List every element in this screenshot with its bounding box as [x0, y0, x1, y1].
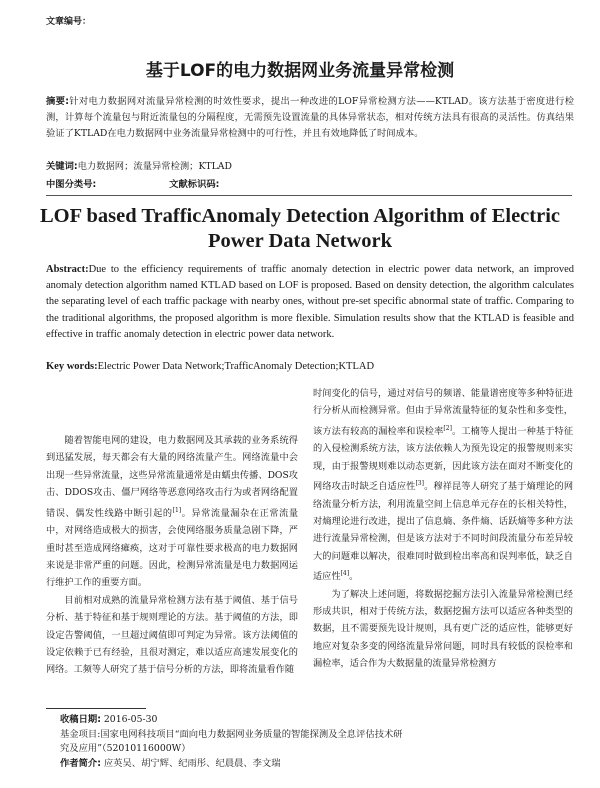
body-paragraph — [46, 432, 298, 592]
citation-ref: [1] — [172, 506, 182, 514]
chinese-title: 基于LOF的电力数据网业务流量异常检测 — [145, 61, 455, 81]
fund-text: 国家电网科技项目“面向电力数据网业务质量的智能探测及全息评估技术研 — [100, 728, 403, 740]
received-date-label: 收稿日期: — [60, 714, 101, 725]
english-title: LOF based TrafficAnomaly Detection Algorithm of Electric Power Data Network — [40, 205, 560, 252]
received-date: 2016-05-30 — [103, 714, 158, 725]
fund-label: 基金项目: — [60, 728, 101, 740]
chinese-abstract-text: 针对电力数据网对流量异常检测的时效性要求，提出一种改进的LOF异常检测方法——KTLAD。该方法基于密度进行检测，计算每个流量包与附近流量包的分隔程度，无需预先设置流量的具体异常状态，相对传统方法具有很高的灵活性。仿真结果验证了KTLAD在电力数据网中业务流量异常检测中的可行性，并且有效地降低了时间成本。 — [46, 96, 574, 139]
body-text: 。异常流量漏杂在正常流量中，对网络造成极大的损害，会使网络服务质量急剧下降，严重时甚至造成网络瘫痪，这对于可靠性要求极高的电力数据网来说是非常严重的问题。因此，检测异常流量是电力数据网运行维护工作的重要方面。 — [46, 507, 299, 589]
chinese-abstract-label: 摘要: — [46, 96, 69, 107]
chinese-abstract — [46, 94, 574, 142]
body-column-right — [313, 385, 573, 673]
document-code-label: 文献标识码: — [169, 179, 220, 190]
classification-row — [46, 176, 289, 190]
fund-line — [60, 728, 560, 743]
english-abstract-text: Due to the efficiency requirements of traffic anomaly detection in electric power data network, an improved anomaly detection algorithm named KTLAD based on LOF is proposed. Based on density detection, the algorithm calculates the separating level of each traffic package with nearby ones, without pre-set specific abnormal state of traffic. Comparing to the traditional algorithms, the proposed algorithm is more flexible. Simulation results show that the KTLAD is feasible and effective in traffic anomaly detection in electric power data network. — [46, 264, 574, 340]
english-keywords — [46, 361, 574, 372]
english-abstract-label: Abstract: — [46, 264, 89, 275]
header-divider — [46, 195, 572, 196]
english-keywords-text: Electric Power Data Network;TrafficAnomaly Detection;KTLAD — [97, 361, 375, 372]
body-text: 。穆祥昆等人研究了基于熵理论的网络流量分析方法，利用流量空间上信息单元存在的长相关特性，对熵理论进行改进，提出了信息熵、条件熵、话跃熵等多种方法进行流量异常检测，但是该方法对于不同时间段流量分布差异较大的问题难以解决，很难同时做到检出率高和误判率低，缺乏自适应性 — [313, 481, 574, 583]
body-text: 随着智能电网的建设，电力数据网及其承载的业务系统得到迅猛发展，每天都会有大量的网络流量产生。网络流量中会出现一些异常流量，这些异常流量通常是由蠕虫传播、DOS攻击、DDOS攻击、僵尸网络等恶意网络攻击行为或者网络配置错误、偶发性线路中断引起的 — [46, 435, 298, 519]
authors-label: 作者简介: — [60, 757, 101, 769]
fund-line-continued: 究及应用”（52010116000W） — [60, 743, 191, 754]
chinese-keywords-label: 关键词: — [46, 161, 78, 172]
english-keywords-label: Key words: — [46, 361, 98, 372]
body-text: 时间变化的信号，通过对信号的频谱、能量谱密度等多种特征进行分析从而检测异常。但由于异常流量特征的复杂性和多变性，该方法有较高的漏检率和误检率 — [313, 388, 573, 437]
clc-number-label: 中图分类号: — [46, 179, 97, 190]
body-paragraph: 目前相对成熟的流量异常检测方法有基于阈值、基于信号分析、基于特征和基于规则理论的方法。基于阈值的方法，即设定告警阈值，一旦超过阈值即可判定为异常。该方法阈值的设定依赖于已有经验，且很对测定，难以适应高速发展变化的网络。工频等人研究了基于信号分析的方法，即将流量看作随 — [46, 594, 298, 676]
body-paragraph — [313, 385, 573, 586]
chinese-keywords — [46, 159, 574, 175]
footnote — [60, 713, 560, 771]
footnote-divider — [46, 708, 146, 709]
body-text: 。 — [349, 571, 359, 583]
english-abstract — [46, 262, 574, 343]
authors-line — [60, 757, 560, 772]
citation-ref: [2] — [443, 424, 452, 432]
received-date-line — [60, 713, 560, 728]
citation-ref: [4] — [340, 570, 350, 578]
body-text: 。工楠等人提出一种基于特征的入侵检测系统方法，该方法依赖人为预先设定的报警规则来实现，由于报警规则难以动态更新，因此该方法在面对不断变化的网络攻击时缺乏自适应性 — [313, 425, 574, 493]
body-paragraph: 为了解决上述问题，将数据挖掘方法引入流量异常检测已经形成共识，相对于传统方法，数据挖掘方法可以适应各种类型的数据，且不需要预先设计规则，具有更广泛的适应性，能够更好地应对复杂多变的网络流量异常问题，同时具有较低的误检率和漏检率，适合作为大数据量的流量异常检测方 — [313, 588, 573, 670]
article-number-label: 文章编号： — [46, 17, 92, 27]
chinese-keywords-text: 电力数据网；流量异常检测；KTLAD — [77, 161, 232, 172]
authors-text: 应英吴、胡宁辉、纪雨彤、纪晨晨、李文瑞 — [103, 757, 281, 769]
body-column-left — [46, 432, 298, 679]
citation-ref: [3] — [415, 480, 424, 488]
